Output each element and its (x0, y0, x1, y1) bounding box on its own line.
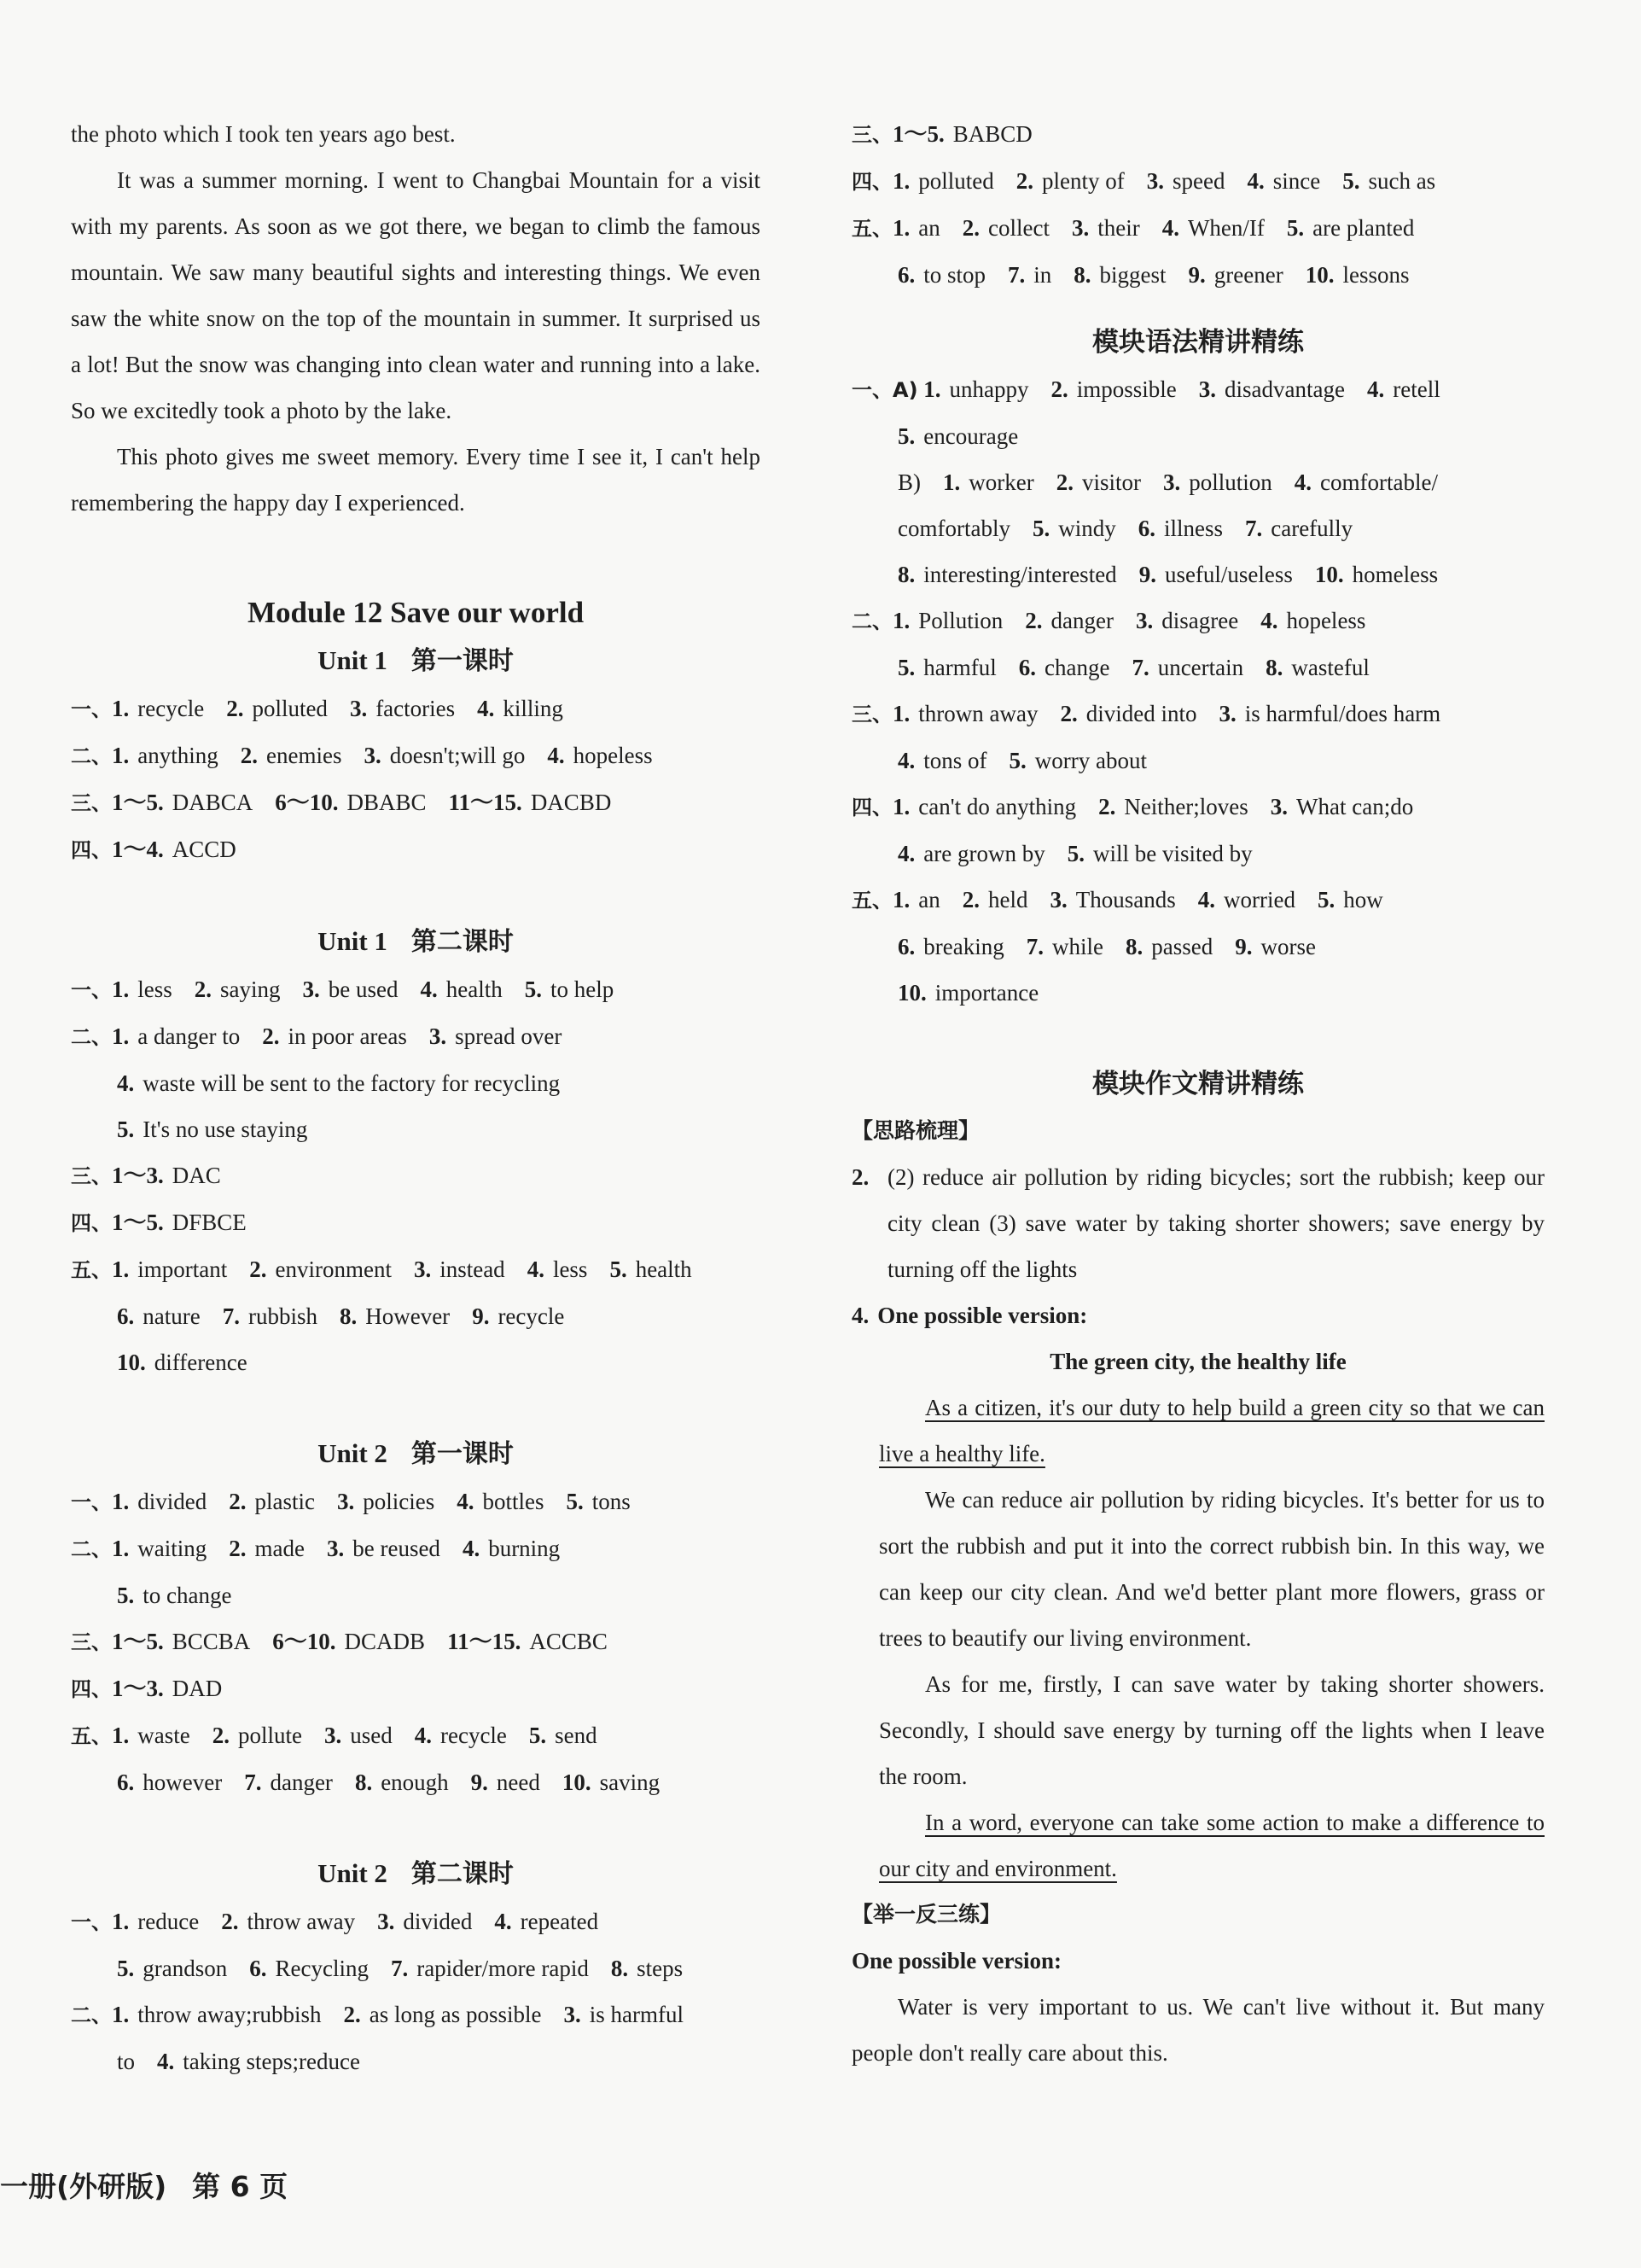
section-title-writing: 模块作文精讲精练 (1092, 1069, 1304, 1099)
essay-paragraph: It was a summer morning. I went to Changbai Mountain for a visit with my parents. As soon as we got there, we began to climb the famous mountain. We saw many beautiful sights and interesting things. We even saw the white snow on the top of the mountain in summer. It surprised us a lot! But the snow was changing into clean water and running into a lake. So we excitedly took a photo by the lake. (71, 167, 760, 423)
answer-row: 5. harmful 6. change 7. uncertain 8. wasteful (898, 655, 1370, 680)
answer-row: 二、1. waiting 2. made 3. be reused 4. burning (71, 1536, 561, 1561)
essay-title: The green city, the healthy life (1050, 1349, 1347, 1374)
unit-heading: Unit 2 第一课时 (317, 1438, 514, 1469)
essay-line: the photo which I took ten years ago best. (71, 121, 456, 147)
answer-row: 一、1. divided 2. plastic 3. policies 4. bottles 5. tons (71, 1489, 631, 1514)
unit-heading: Unit 1 第一课时 (317, 645, 514, 676)
version-label: 4. One possible version: (852, 1303, 1088, 1328)
answer-row: 四、1. can't do anything 2. Neither;loves 3. What can;do (852, 794, 1414, 819)
module-title: Module 12 Save our world (247, 596, 585, 629)
unit-heading: Unit 1 第二课时 (317, 926, 514, 957)
section-title-grammar: 模块语法精讲精练 (1092, 327, 1304, 358)
answer-row: 三、1～5. DABCA 6～10. DBABC 11～15. DACBD (71, 790, 612, 815)
answer-row: 二、1. anything 2. enemies 3. doesn't;will go 4. hopeless (71, 743, 653, 768)
model-essay (852, 1385, 1545, 1892)
answer-row: 四、1～4. ACCD (71, 837, 236, 862)
answer-row: 二、1. a danger to 2. in poor areas 3. spread over (71, 1023, 562, 1049)
answer-row: 4. are grown by 5. will be visited by (898, 841, 1253, 866)
unit-heading: Unit 2 第二课时 (317, 1858, 514, 1889)
answer-row: 五、1. an 2. collect 3. their 4. When/If 5. are planted (852, 215, 1415, 241)
answer-row: to 4. taking steps;reduce (117, 2049, 360, 2074)
answer-row: 一、1. less 2. saying 3. be used 4. health 5. to help (71, 977, 614, 1002)
answer-row: 一、1. recycle 2. polluted 3. factories 4. killing (71, 696, 563, 721)
answer-row: 一、A) 1. unhappy 2. impossible 3. disadvantage 4. retell (852, 376, 1440, 402)
essay-continuation (71, 111, 760, 526)
answer-row: 四、1. polluted 2. plenty of 3. speed 4. since 5. such as (852, 168, 1436, 194)
answer-row: 10. difference (117, 1350, 247, 1375)
essay-paragraph: As for me, firstly, I can save water by taking shorter showers. Secondly, I should save energy by turning off the lights when I leave the room. (879, 1671, 1545, 1789)
answer-row: 五、1. waste 2. pollute 3. used 4. recycle 5. send (71, 1723, 597, 1748)
answer-row: 5. grandson 6. Recycling 7. rapider/more rapid 8. steps (117, 1956, 684, 1981)
answer-row: 6. to stop 7. in 8. biggest 9. greener 10. lessons (898, 262, 1410, 288)
answer-row: 三、1～5. BCCBA 6～10. DCADB 11～15. ACCBC (71, 1629, 608, 1654)
left-column (71, 111, 760, 2084)
outline-label: 【思路梳理】 (852, 1118, 981, 1143)
answer-row: 6. however 7. danger 8. enough 9. need 10. saving (117, 1770, 660, 1795)
answer-row: 四、1～5. DFBCE (71, 1210, 247, 1235)
practice-label: 【举一反三练】 (852, 1902, 1002, 1927)
answer-row: 五、1. important 2. environment 3. instead 4. less 5. health (71, 1256, 692, 1282)
answer-row: 一、1. reduce 2. throw away 3. divided 4. repeated (71, 1909, 599, 1934)
essay-paragraph: We can reduce air pollution by riding bicycles. It's better for us to sort the rubbish and put it into the correct rubbish bin. In this way, we can keep our city clean. And we'd better plant more flowers, grass or trees to beautify our living environment. (879, 1487, 1545, 1651)
answer-row: 10. importance (898, 980, 1039, 1006)
page-footer (0, 2168, 288, 2206)
page-number: 第 6 页 (192, 2170, 288, 2203)
answer-row: 五、1. an 2. held 3. Thousands 4. worried 5. how (852, 887, 1383, 912)
answer-row: 三、1～3. DAC (71, 1163, 221, 1188)
answer-row: comfortably 5. windy 6. illness 7. carefully (898, 516, 1353, 541)
answer-row: 5. It's no use staying (117, 1117, 308, 1142)
answer-row: 6. nature 7. rubbish 8. However 9. recycle (117, 1303, 565, 1329)
answer-row: 三、1～5. BABCD (852, 121, 1033, 147)
outline-text: (2) reduce air pollution by riding bicycles; sort the rubbish; keep our city clean (3) save water by taking shorter showers; save energy by turning off the lights (887, 1164, 1545, 1282)
outline-item: 2. (2) reduce air pollution by riding bicycles; sort the rubbish; keep our city clean (3) save water by taking shorter showers; save energy by turning off the lights (852, 1154, 1545, 1292)
answer-row: 6. breaking 7. while 8. passed 9. worse (898, 934, 1316, 959)
essay-paragraph: This photo gives me sweet memory. Every time I see it, I can't help remembering the happy day I experienced. (71, 444, 760, 516)
answer-row: B) 1. worker 2. visitor 3. pollution 4. comfortable/ (898, 469, 1438, 495)
practice-version-label: One possible version: (852, 1948, 1062, 1974)
practice-paragraph: Water is very important to us. We can't live without it. But many people don't really care about this. (852, 1994, 1545, 2066)
answer-row: 4. waste will be sent to the factory for recycling (117, 1070, 561, 1096)
answer-row: 8. interesting/interested 9. useful/useless 10. homeless (898, 562, 1439, 587)
edition-label: 一册(外研版) (0, 2170, 167, 2203)
answer-row: 4. tons of 5. worry about (898, 748, 1147, 773)
answer-row: 二、1. throw away;rubbish 2. as long as possible 3. is harmful (71, 2002, 684, 2027)
answer-row: 三、1. thrown away 2. divided into 3. is harmful/does harm (852, 701, 1441, 726)
answer-row: 5. to change (117, 1583, 232, 1608)
answer-row: 四、1～3. DAD (71, 1676, 223, 1701)
right-column (852, 111, 1545, 2076)
answer-row: 5. encourage (898, 423, 1019, 449)
answer-row: 二、1. Pollution 2. danger 3. disagree 4. hopeless (852, 608, 1366, 633)
essay-paragraph: In a word, everyone can take some action to make a difference to our city and environment. (879, 1810, 1545, 1881)
essay-paragraph: As a citizen, it's our duty to help build a green city so that we can live a healthy life. (879, 1395, 1545, 1466)
